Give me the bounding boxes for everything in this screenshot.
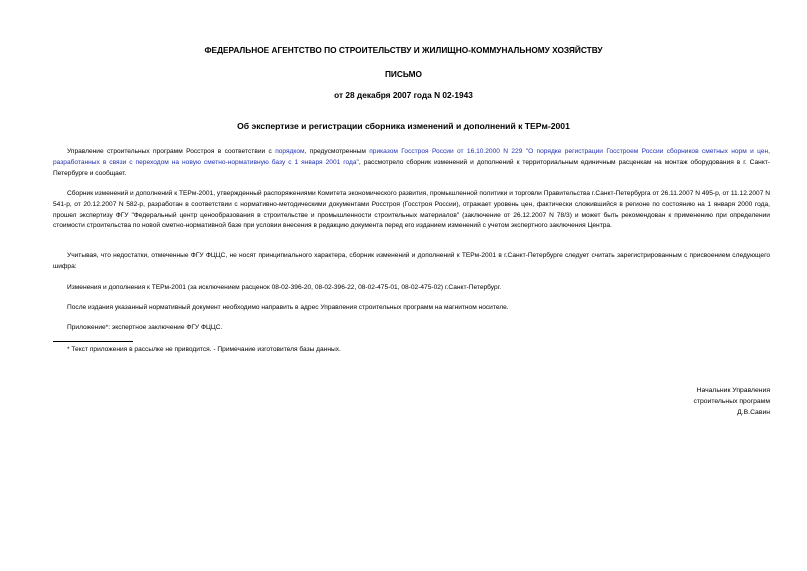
agency-title: ФЕДЕРАЛЬНОЕ АГЕНТСТВО ПО СТРОИТЕЛЬСТВУ И ЖИЛИЩНО-КОММУНАЛЬНОМУ ХОЗЯЙСТВУ — [204, 45, 603, 55]
document-type: ПИСЬМО — [384, 69, 423, 79]
paragraph-3 — [53, 251, 770, 273]
order-229-link[interactable]: приказом Госстроя России от 16.10.2000 N 229 "О порядке регистрации Госстроем России сборников сметных норм и цен, разработанных в связи с переходом на новую сметно-нормативную базу с 1 января 2001 года" — [53, 148, 770, 166]
footnote-divider — [53, 341, 133, 342]
document-date-number: от 28 декабря 2007 года N 02-1943 — [334, 90, 473, 100]
signature-position-line1: Начальник Управления — [696, 387, 770, 394]
signature-position-line2: строительных программ — [693, 398, 770, 405]
paragraph-2 — [53, 189, 770, 232]
paragraph-4-text: Изменения и дополнения к ТЕРм-2001 (за исключением расценок 08-02-396-20, 08-02-396-22, 08-02-475-01, 08-02-475-02) г.Санкт-Петербург. — [67, 284, 502, 291]
document-subject: Об экспертизе и регистрации сборника изменений и дополнений к ТЕРм-2001 — [237, 121, 570, 131]
paragraph-1-text-a: Управление строительных программ Росстроя в соответствии с — [67, 148, 276, 155]
footnote — [53, 345, 341, 355]
paragraph-1-text-c: , рассмотрело сборник изменений и дополнений к территориальным единичным расценкам на монтаж оборудования в г. Санкт-Петербурге и сообщает. — [53, 158, 771, 177]
paragraph-3-text: Учитывая, что недостатки, отмеченные ФГУ ФЦЦС, не носят принципиального характера, сборник изменений и дополнений к ТЕРм-2001 в г.Санкт-Петербурге следует считать зарегистрированным с присвоением следующего шифра: — [53, 252, 770, 270]
paragraph-5-text: После издания указанный нормативный документ необходимо направить в адрес Управления строительных программ на магнитном носителе. — [67, 304, 509, 311]
appendix-note — [53, 323, 770, 334]
appendix-note-text: Приложение*: экспертное заключение ФГУ ФЦЦС. — [67, 324, 223, 331]
procedure-link[interactable]: порядком — [275, 148, 305, 155]
paragraph-1 — [53, 147, 770, 179]
signature-name: Д.В.Савин — [737, 409, 770, 416]
paragraph-1-text-b: , предусмотренным — [304, 148, 370, 155]
paragraph-5 — [53, 303, 770, 314]
paragraph-2-text: Сборник изменений и дополнений к ТЕРм-2001, утвержденный распоряжениями Комитета экономического развития, промышленной политики и торговли Правительства г.Санкт-Петербурга от 26.11.2007 N 495-р, от 11.12.2007 N 541-р, от 20.12.2007 N 582-р, разработан в соответствии с нормативно-методическими документами Росстроя (Госстроя России), отражает уровень цен, фактически сложившийся в регионе по состоянию на 1 января 2000 года, прошел экспертизу ФГУ "Федеральный центр ценообразования в строительстве и промышленности строительных материалов" (заключение от 26.12.2007 N 78/3) и может быть рекомендован к применению при определении стоимости строительства по новой сметно-нормативной базе при условии внесения в редакцию документа перед его изданием изменений с учетом экспертного заключения Центра. — [53, 190, 770, 230]
paragraph-4 — [53, 283, 770, 294]
footnote-text: * Текст приложения в рассылке не приводится. - Примечание изготовителя базы данных. — [67, 346, 341, 353]
